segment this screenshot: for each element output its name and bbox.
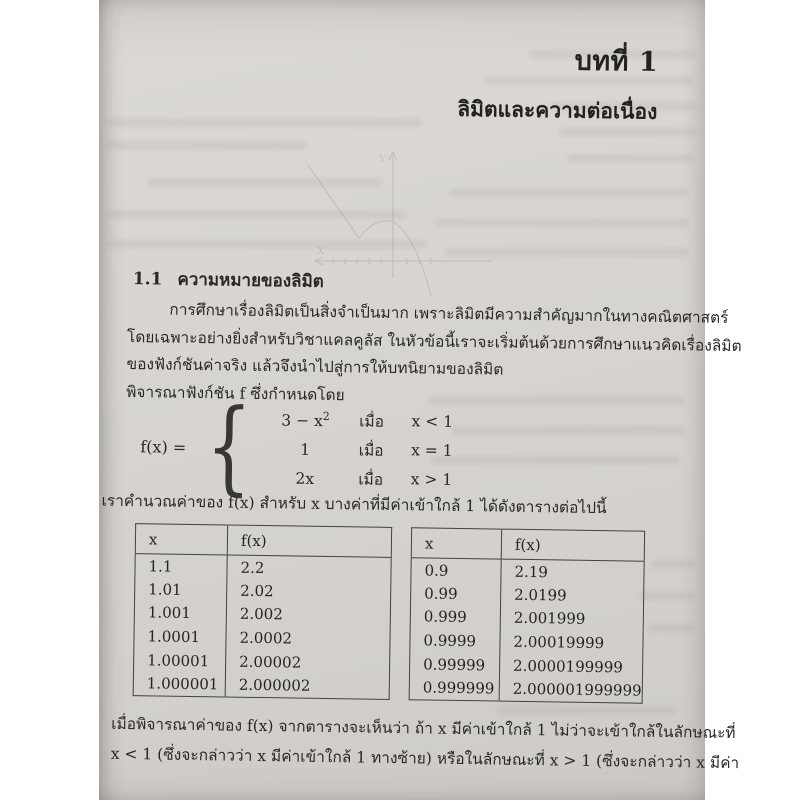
value-table-right xyxy=(409,527,645,703)
cell-fx: 2.2 xyxy=(240,558,265,577)
value-table-left xyxy=(133,523,393,699)
table-row xyxy=(409,652,642,679)
paragraph-line: โดยเฉพาะอย่างยิ่งสำหรับวิชาแคลคูลัส ในหัวข้อนี้เราจะเริ่มต้นด้วยการศึกษาแนวคิดเรื่องลิมิต xyxy=(126,327,742,355)
cell-fx: 2.00019999 xyxy=(513,632,605,653)
page-content xyxy=(87,0,742,804)
cell-fx: 2.001999 xyxy=(513,609,586,629)
table-row xyxy=(409,676,642,703)
case-when: เมื่อ xyxy=(359,411,385,431)
case-expression: $3 - x^2$ xyxy=(281,409,330,430)
paragraph-line: เมื่อพิจารณาค่าของ f(x) จากตารางจะเห็นว่า ถ้า x มีค่าเข้าใกล้ 1 ไม่ว่าจะเข้าใกล้ในลักษณะที่ xyxy=(111,714,736,743)
cell-fx: 2.000001999999 xyxy=(512,679,642,700)
case-condition: x = 1 xyxy=(411,441,453,460)
paragraph-line: การศึกษาเรื่องลิมิตเป็นสิ่งจำเป็นมาก เพราะลิมิตมีความสำคัญมากในทางคณิตศาสตร์ xyxy=(169,300,729,327)
column-header-fx: f(x) xyxy=(227,525,391,557)
cell-x: 0.999999 xyxy=(409,676,499,701)
case-condition: x < 1 xyxy=(411,412,454,431)
cell-x: 0.99999 xyxy=(409,652,499,677)
table-header-row xyxy=(411,528,644,561)
table-row xyxy=(410,629,643,656)
closing-paragraph xyxy=(110,709,740,777)
cell-x: 0.99 xyxy=(411,581,501,606)
cell-x: 1.1 xyxy=(135,554,227,579)
case-when: เมื่อ xyxy=(358,440,384,460)
book-page xyxy=(99,0,742,800)
cell-x: 0.9 xyxy=(411,558,501,583)
svg-text:Y: Y xyxy=(379,154,386,165)
chapter-heading xyxy=(457,37,658,129)
function-lhs: f(x) = xyxy=(140,436,187,457)
case-when: เมื่อ xyxy=(358,469,384,489)
paragraph-line: พิจารณาฟังก์ชัน f ซึ่งกำหนดโดย xyxy=(126,382,345,404)
paragraph-line: ของฟังก์ชันค่าจริง แล้วจึงนำไปสู่การให้บทนิยามของลิมิต xyxy=(126,354,504,379)
piecewise-cases xyxy=(265,405,470,495)
section-title: ความหมายของลิมิต xyxy=(177,269,324,292)
cell-x: 1.001 xyxy=(134,601,226,626)
cell-fx: 2.0199 xyxy=(514,585,567,605)
cell-fx: 2.02 xyxy=(240,581,274,601)
column-header-x: x xyxy=(135,524,227,555)
cell-x: 1.000001 xyxy=(133,672,225,697)
cell-fx: 2.002 xyxy=(239,605,283,624)
cell-fx: 2.0002 xyxy=(239,628,293,648)
chapter-title: บทที่ 1 xyxy=(574,45,659,78)
table-row xyxy=(410,605,643,632)
cell-x: 1.0001 xyxy=(134,624,226,649)
case-expression: 1 xyxy=(300,440,311,459)
case-condition: x > 1 xyxy=(410,470,453,489)
cell-fx: 2.0000199999 xyxy=(513,656,624,677)
cell-fx: 2.000002 xyxy=(238,675,311,695)
column-header-x: x xyxy=(411,528,501,559)
case-row xyxy=(265,434,469,466)
cell-x: 1.00001 xyxy=(134,648,226,673)
chapter-subtitle: ลิมิตและความต่อเนื่อง xyxy=(457,95,658,124)
cell-x: 1.01 xyxy=(135,577,227,602)
case-expression: 2x xyxy=(295,469,315,488)
section-heading xyxy=(133,265,324,295)
table-row xyxy=(411,558,644,585)
cell-fx: 2.00002 xyxy=(239,652,302,672)
table-row xyxy=(133,672,389,699)
cell-x: 0.999 xyxy=(410,605,500,630)
cell-x: 0.9999 xyxy=(410,629,500,654)
table-intro-text: เราคำนวณค่าของ f(x) สำหรับ x บางค่าที่มีค่าเข้าใกล้ 1 ได้ดังตารางต่อไปนี้ xyxy=(101,491,607,518)
left-brace-symbol: { xyxy=(205,387,253,507)
svg-text:X: X xyxy=(317,246,325,257)
cell-fx: 2.19 xyxy=(514,562,549,581)
column-header-fx: f(x) xyxy=(501,529,644,561)
table-header-row xyxy=(135,524,391,558)
section-number: 1.1 xyxy=(132,269,163,290)
paragraph-line: x < 1 (ซึ่งจะกล่าวว่า x มีค่าเข้าใกล้ 1 ทางซ้าย) หรือในลักษณะที่ x > 1 (ซึ่งจะกล่าวว่า x มีค่า xyxy=(110,744,740,773)
table-row xyxy=(411,581,644,608)
case-row xyxy=(265,405,469,437)
